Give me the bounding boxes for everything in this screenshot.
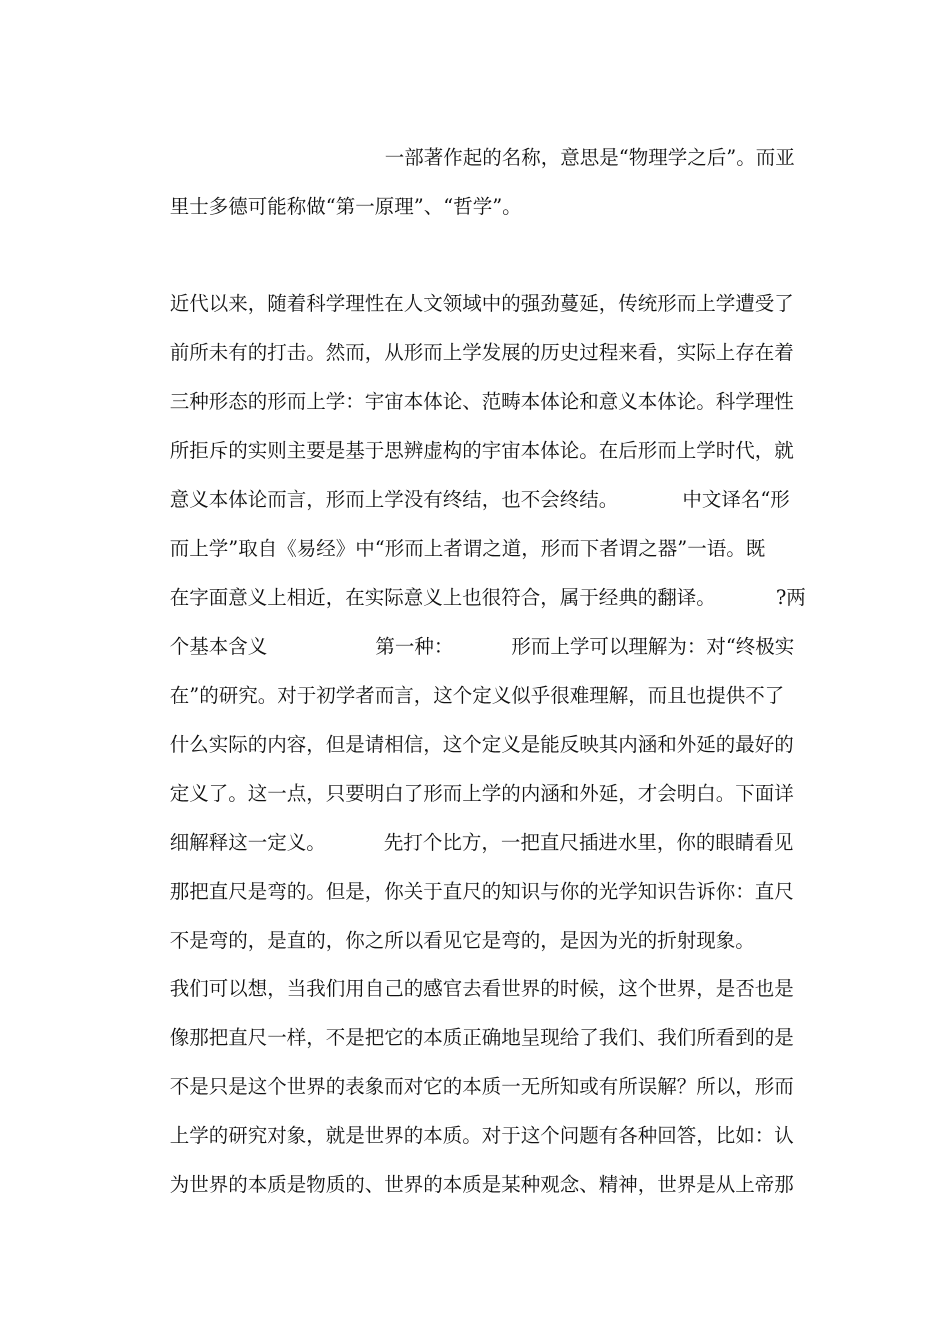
text-segment: 形而上学可以理解为：对“终极实: [511, 635, 795, 658]
text-line: [145, 253, 815, 315]
text-segment: 什么实际的内容，但是请相信，这个定义是能反映其内涵和外延的最好的: [169, 733, 794, 756]
text-line: [145, 694, 815, 756]
text-line: [145, 547, 815, 609]
text-line: [145, 645, 815, 707]
text-segment: 定义了。这一点，只要明白了形而上学的内涵和外延，才会明白。下面详: [169, 782, 794, 805]
text-segment: 第一种：: [375, 635, 454, 658]
text-segment: 像那把直尺一样，不是把它的本质正确地呈现给了我们、我们所看到的是: [169, 1026, 794, 1049]
text-segment: 三种形态的形而上学：宇宙本体论、范畴本体论和意义本体论。科学理性: [169, 390, 794, 413]
text-segment: 个基本含义: [169, 635, 268, 658]
text-segment: 里士多德可能称做“第一原理”、“哲学”。: [169, 195, 522, 218]
text-line: [145, 302, 815, 364]
text-line: [145, 1134, 815, 1196]
text-segment: 那把直尺是弯的。但是，你关于直尺的知识与你的光学知识告诉你：直尺: [169, 880, 794, 903]
text-segment: 中文译名“形: [682, 488, 790, 511]
text-line: [145, 596, 815, 658]
text-segment: 我们可以想，当我们用自己的感官去看世界的时候，这个世界，是否也是: [169, 977, 794, 1000]
text-segment: 而上学”取自《易经》中“形而上者谓之道，形而下者谓之器”一语。既: [169, 537, 766, 560]
text-line: [145, 400, 815, 462]
text-line: [145, 987, 815, 1049]
text-segment: 在”的研究。对于初学者而言，这个定义似乎很难理解，而且也提供不了: [169, 684, 785, 707]
text-line: [145, 1085, 815, 1147]
text-line: [145, 156, 815, 218]
text-line: [145, 449, 815, 511]
text-segment: 近代以来，随着科学理性在人文领域中的强劲蔓延，传统形而上学遭受了: [169, 292, 794, 315]
text-segment: 为世界的本质是物质的、世界的本质是某种观念、精神，世界是从上帝那: [169, 1173, 794, 1196]
text-line: [145, 792, 815, 854]
text-line: [145, 1036, 815, 1098]
text-segment: 细解释这一定义。: [169, 831, 326, 854]
text-segment: 前所未有的打击。然而，从形而上学发展的历史过程来看，实际上存在着: [169, 341, 794, 364]
text-segment: 先打个比方，一把直尺插进水里，你的眼睛看见: [383, 831, 794, 854]
text-segment: 意义本体论而言，形而上学没有终结，也不会终结。: [169, 488, 619, 511]
text-segment: 不是只是这个世界的表象而对它的本质一无所知或有所误解？所以，形而: [169, 1075, 794, 1098]
text-line: [145, 841, 815, 903]
text-line: [145, 743, 815, 805]
text-segment: 所拒斥的实则主要是基于思辨虚构的宇宙本体论。在后形而上学时代，就: [169, 439, 794, 462]
text-line: [145, 938, 815, 1000]
text-line: [145, 351, 815, 413]
text-segment: 一部著作起的名称，意思是“物理学之后”。而亚: [384, 146, 795, 169]
text-segment: 在字面意义上相近，在实际意义上也很符合，属于经典的翻译。: [169, 586, 716, 609]
text-segment: ?两: [775, 586, 806, 609]
text-segment: 上学的研究对象，就是世界的本质。对于这个问题有各种回答，比如：认: [169, 1124, 794, 1147]
text-line: [145, 890, 815, 952]
text-line: [360, 107, 820, 169]
text-line: [145, 498, 815, 560]
text-segment: 不是弯的，是直的，你之所以看见它是弯的，是因为光的折射现象。: [169, 929, 755, 952]
